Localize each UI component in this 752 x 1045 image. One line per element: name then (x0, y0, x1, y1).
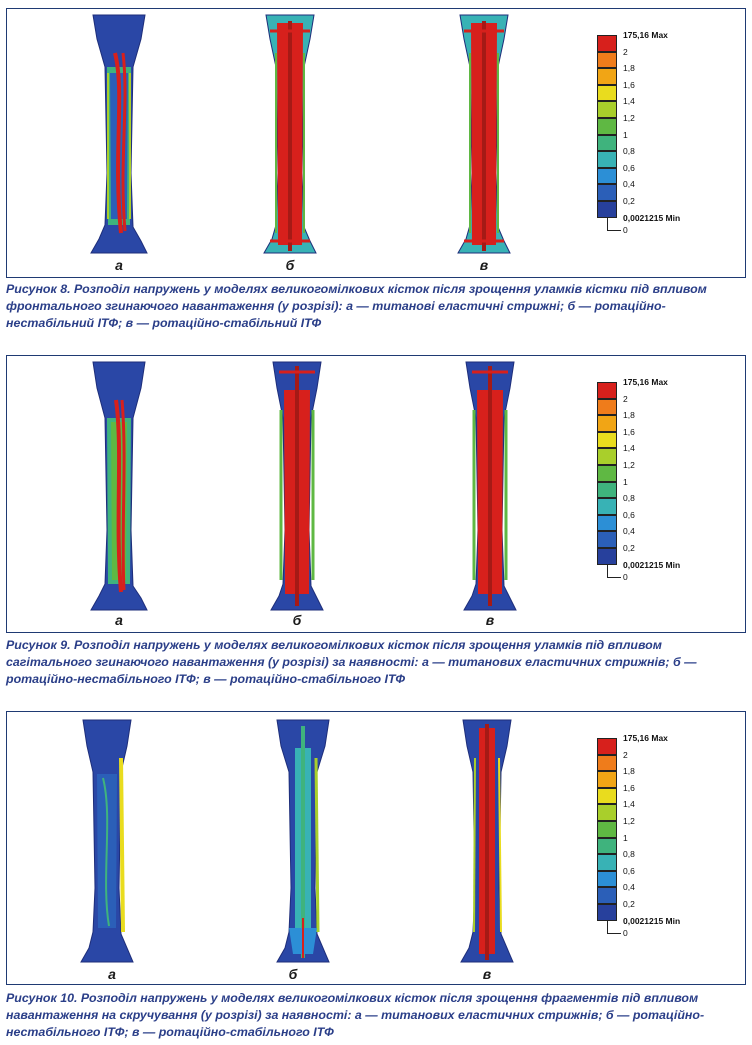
legend-label: 1 (623, 129, 628, 140)
legend-label: 1,4 (623, 443, 635, 454)
bone-model-c (458, 15, 510, 253)
legend-swatch (597, 738, 617, 755)
legend-label: 2 (623, 393, 628, 404)
legend-label: 175,16 Max (623, 377, 668, 387)
legend-label: 0,0021215 Min (623, 212, 681, 223)
legend-label: 0,4 (623, 179, 635, 190)
legend-swatch (597, 821, 617, 838)
legend-label: 0,0021215 Min (623, 559, 681, 570)
figure-10-caption: Рисунок 10. Розподіл напружень у моделях великогомілкових кісток після зрощення фрагментів під впливом навантаження на скручування (у розрізі) за наявності: а — титанових еластичних стрижнів; б — ротаційно-нестабільного ІТФ; в — ротаційно-стабільного ІТФ (6, 991, 705, 1039)
legend-zero-label: 0 (623, 927, 628, 938)
legend-label: 2 (623, 46, 628, 57)
legend-swatch (597, 135, 617, 152)
legend-swatch (597, 498, 617, 515)
legend-label: 1,6 (623, 782, 635, 793)
figure-9-caption: Рисунок 9. Розподіл напружень у моделях великогомілкових кісток після зрощення уламків під впливом сагітального згинаючого навантаження (у розрізі) за наявності: а — титанових еластичних стрижнів; б — ротаційно-нестабільного ІТФ; в — ротаційно-стабільного ІТФ (6, 638, 697, 686)
legend-zero-tick (607, 230, 621, 231)
legend-swatch (597, 854, 617, 871)
legend-label: 1,4 (623, 96, 635, 107)
legend-swatch (597, 168, 617, 185)
bone-model-c (461, 720, 513, 962)
legend-swatch (597, 482, 617, 499)
legend-label: 1,2 (623, 816, 635, 826)
legend-label: 0,0021215 Min (623, 915, 681, 926)
bone-model-b (271, 362, 323, 610)
bone-model-a (91, 15, 147, 253)
legend-label: 0,6 (623, 865, 635, 876)
legend-swatch (597, 52, 617, 69)
legend-label: 0,2 (623, 543, 635, 553)
legend-swatch (597, 887, 617, 904)
bone-model-a (81, 720, 133, 962)
legend-swatch (597, 184, 617, 201)
legend-swatch (597, 85, 617, 102)
legend-label: 0,6 (623, 509, 635, 520)
legend-zero-marker (607, 921, 608, 933)
legend-label: 0,8 (623, 146, 635, 157)
figure-8-caption: Рисунок 8. Розподіл напружень у моделях великогомілкових кісток після зрощення уламків кістки під впливом фронтального згинаючого навантаження (у розрізі): а — титанові еластичні стрижні; б — ротаційно-нестабільний ІТФ; в — ротаційно-стабільний ІТФ (6, 282, 707, 330)
figure-9-panel (6, 355, 746, 633)
sublabel-b: б (285, 257, 295, 273)
legend-swatch (597, 548, 617, 565)
legend-label: 1,4 (623, 799, 635, 810)
legend-zero-label: 0 (623, 571, 628, 582)
legend-swatch (597, 382, 617, 399)
legend-swatch (597, 68, 617, 85)
legend-swatch (597, 35, 617, 52)
legend-swatch (597, 432, 617, 449)
bone-model-c (464, 362, 516, 610)
legend-label: 1,8 (623, 63, 635, 74)
sublabel-c: в (479, 257, 489, 273)
sublabel-a: а (115, 257, 123, 273)
legend-zero-label: 0 (623, 224, 628, 235)
legend-zero-tick (607, 933, 621, 934)
legend-label: 1,2 (623, 113, 635, 123)
sublabel-c: в (485, 612, 495, 628)
legend-swatch (597, 201, 617, 218)
legend-label: 175,16 Max (623, 30, 668, 40)
legend-label: 0,8 (623, 493, 635, 504)
legend-label: 0,6 (623, 162, 635, 173)
legend-label: 1,6 (623, 426, 635, 437)
legend-swatch (597, 804, 617, 821)
legend-label: 1,2 (623, 460, 635, 470)
legend-swatch (597, 904, 617, 921)
figure-10-bones (7, 712, 745, 984)
legend-label: 1,6 (623, 79, 635, 90)
legend-zero-marker (607, 565, 608, 577)
legend-swatch (597, 448, 617, 465)
legend-label: 0,4 (623, 882, 635, 893)
legend-swatch (597, 515, 617, 532)
legend-swatch (597, 771, 617, 788)
legend-label: 2 (623, 749, 628, 760)
bone-model-b (277, 720, 329, 962)
legend-swatch (597, 151, 617, 168)
legend-label: 1,8 (623, 410, 635, 421)
figure-8-panel (6, 8, 746, 278)
sublabel-c: в (482, 966, 492, 982)
bone-model-a (91, 362, 147, 610)
legend-swatch (597, 118, 617, 135)
legend-swatch (597, 788, 617, 805)
legend-label: 0,2 (623, 196, 635, 206)
legend-label: 1 (623, 832, 628, 843)
sublabel-a: а (108, 966, 116, 982)
legend-swatch (597, 101, 617, 118)
legend-label: 1 (623, 476, 628, 487)
legend-swatch (597, 531, 617, 548)
figure-10-panel (6, 711, 746, 985)
legend-label: 1,8 (623, 766, 635, 777)
legend-swatch (597, 465, 617, 482)
legend-zero-marker (607, 218, 608, 230)
legend-label: 0,4 (623, 526, 635, 537)
legend-swatch (597, 871, 617, 888)
legend-swatch (597, 415, 617, 432)
sublabel-b: б (292, 612, 302, 628)
bone-model-b (264, 15, 316, 253)
legend-label: 0,8 (623, 849, 635, 860)
legend-zero-tick (607, 577, 621, 578)
legend-swatch (597, 755, 617, 772)
legend-swatch (597, 838, 617, 855)
sublabel-a: а (115, 612, 123, 628)
legend-swatch (597, 399, 617, 416)
legend-label: 0,2 (623, 899, 635, 909)
legend-label: 175,16 Max (623, 733, 668, 743)
sublabel-b: б (288, 966, 298, 982)
figure-8-bones (7, 9, 745, 277)
